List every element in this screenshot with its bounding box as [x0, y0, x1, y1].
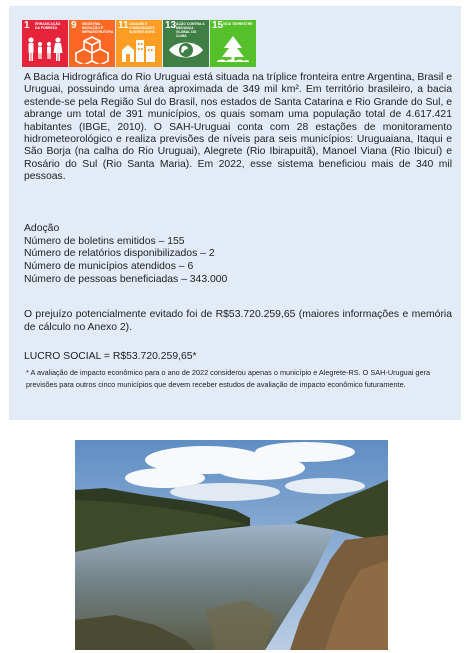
prejuizo-text: O prejuízo potencialmente evitado foi de R$53.720.259,65 (maiores informações e memória de cálculo no Anexo 2).: [24, 309, 452, 333]
river-photo: [75, 440, 388, 650]
sdg-13-icon: 13 AÇÃO CONTRA A MUDANÇA GLOBAL DO CLIMA: [163, 20, 209, 67]
city-icon: [120, 34, 158, 64]
cubes-icon: [73, 34, 111, 64]
adoption-item: Número de boletins emitidos – 155: [24, 235, 185, 247]
sdg-icons-row: [22, 20, 257, 67]
sdg-11-icon: 11 CIDADES E COMUNIDADES SUSTENTÁVEIS: [116, 20, 162, 67]
eye-globe-icon: [167, 34, 205, 64]
lucro-social: LUCRO SOCIAL = R$53.720.259,65*: [24, 351, 197, 362]
sdg-15-icon: 15 VIDA TERRESTRE: [210, 20, 256, 67]
tree-icon: [214, 34, 252, 64]
info-panel: [9, 6, 461, 420]
sdg-9-icon: 9 INDÚSTRIA, INOVAÇÃO E INFRAESTRUTURA: [69, 20, 115, 67]
bacia-description: A Bacia Hidrográfica do Rio Uruguai está situada na tríplice fronteira entre Argentina, Brasil e Uruguai, possuindo uma área aproximada de 349 mil km². Em território brasileiro, a bacia estende-se pela Região Sul do Brasil, nos estados de Santa Catarina e Rio Grande do Sul, e abrange um total de 391 municípios, os quais somam uma população total de 4.617.421 habitantes (IBGE, 2010). O SAH-Uruguai conta com 28 estações de monitoramento hidrometeorológico e realiza previsões de níveis para seis municípios: Uruguaiana, Itaqui e São Borja (na calha do Rio Uruguai), Alegrete (Rio Ibirapuitã), Manoel Viana (Rio Ibicuí) e Rosário do Sul (Rio Santa Maria). Em 2022, esse sistema beneficiou mais de 340 mil pessoas.: [24, 72, 453, 183]
adoption-item: Número de relatórios disponibilizados – 2: [24, 248, 215, 260]
sdg-1-icon: 1 ERRADICAÇÃO DA POBREZA: [22, 20, 68, 67]
footnote: * A avaliação de impacto econômico para o ano de 2022 considerou apenas o município e Alegrete-RS. O SAH-Uruguai gera previsões para outros cinco municípios que devem receber estudos de avaliação de impacto econômico futuramente.: [26, 368, 431, 389]
adoption-item: Número de pessoas beneficiadas – 343.000: [24, 273, 228, 285]
family-icon: [26, 34, 64, 64]
adoption-heading: Adoção: [24, 223, 60, 234]
adoption-section: [24, 223, 452, 287]
adoption-item: Número de municípios atendidos – 6: [24, 261, 194, 273]
